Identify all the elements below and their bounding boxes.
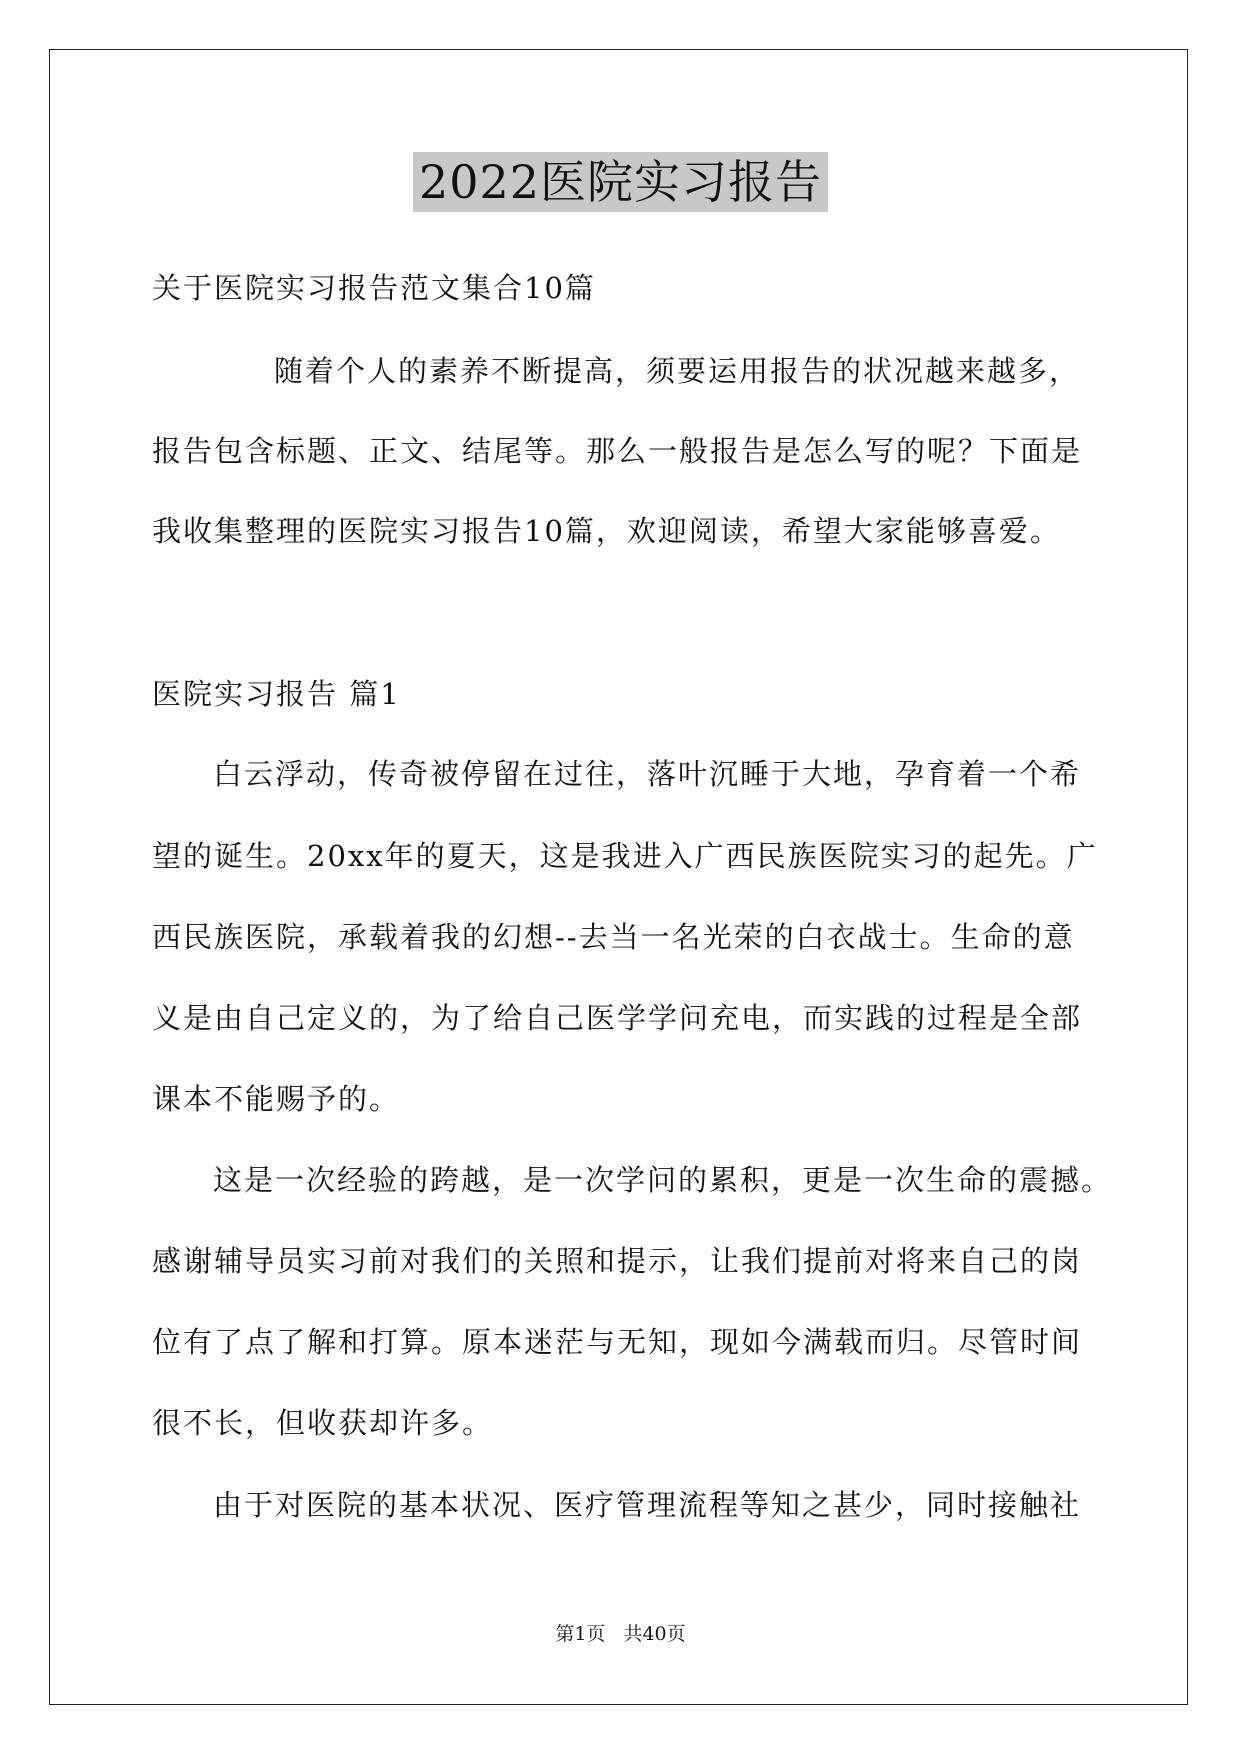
title-container bbox=[0, 152, 1241, 212]
paragraph-line: 义是由自己定义的，为了给自己医学学问充电，而实践的过程是全部 bbox=[152, 1001, 1083, 1035]
intro-line: 我收集整理的医院实习报告10篇，欢迎阅读，希望大家能够喜爱。 bbox=[152, 514, 1061, 548]
paragraph-line: 望的诞生。20xx年的夏天，这是我进入广西民族医院实习的起先。广 bbox=[152, 839, 1098, 873]
intro-line: 随着个人的素养不断提高，须要运用报告的状况越来越多， bbox=[274, 354, 1081, 388]
page-footer bbox=[0, 1622, 1241, 1646]
paragraph-line: 这是一次经验的跨越，是一次学问的累积，更是一次生命的震撼。 bbox=[213, 1163, 1113, 1197]
paragraph-line: 感谢辅导员实习前对我们的关照和提示，让我们提前对将来自己的岗 bbox=[152, 1244, 1083, 1278]
paragraph-line: 西民族医院，承载着我的幻想--去当一名光荣的白衣战士。生命的意 bbox=[152, 920, 1075, 954]
document-title: 2022医院实习报告 bbox=[413, 152, 828, 212]
document-subtitle: 关于医院实习报告范文集合10篇 bbox=[152, 271, 596, 305]
intro-line: 报告包含标题、正文、结尾等。那么一般报告是怎么写的呢？下面是 bbox=[152, 434, 1083, 468]
paragraph-line: 位有了点了解和打算。原本迷茫与无知，现如今满载而归。尽管时间 bbox=[152, 1325, 1083, 1359]
paragraph-line: 由于对医院的基本状况、医疗管理流程等知之甚少，同时接触社 bbox=[213, 1488, 1082, 1522]
section-heading: 医院实习报告 篇1 bbox=[152, 677, 401, 711]
paragraph-line: 课本不能赐予的。 bbox=[152, 1082, 401, 1116]
page-number-total: 共40页 bbox=[623, 1623, 686, 1645]
page-number-current: 第1页 bbox=[555, 1623, 606, 1645]
paragraph-line: 很不长，但收获却许多。 bbox=[152, 1406, 494, 1440]
paragraph-line: 白云浮动，传奇被停留在过往，落叶沉睡于大地，孕育着一个希 bbox=[213, 757, 1082, 791]
